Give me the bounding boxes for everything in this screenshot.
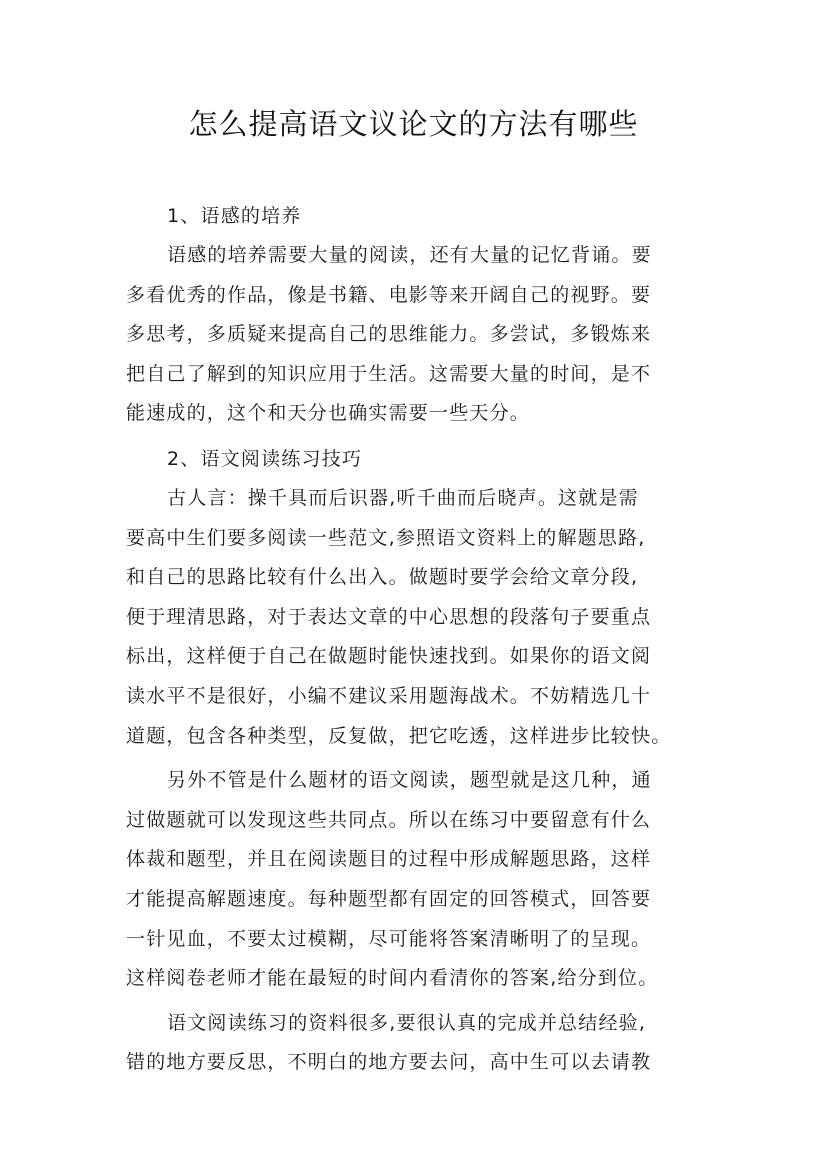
document-body bbox=[126, 196, 706, 1088]
section-heading: 1、语感的培养 bbox=[167, 205, 302, 227]
section-2 bbox=[126, 439, 706, 1083]
text-line: 标出，这样便于自己在做题时能快速找到。如果你的语文阅 bbox=[126, 645, 652, 668]
text-line: 另外不管是什么题材的语文阅读，题型就是这几种，通 bbox=[167, 769, 652, 792]
document-title: 怎么提高语文议论文的方法有哪些 bbox=[188, 107, 639, 141]
paragraph bbox=[126, 761, 706, 999]
text-line: 古人言：操千具而后识器,听千曲而后晓声。这就是需 bbox=[167, 486, 639, 509]
text-line: 才能提高解题速度。每种题型都有固定的回答模式，回答要 bbox=[126, 887, 652, 910]
text-line: 错的地方要反思，不明白的地方要去问，高中生可以去请教 bbox=[126, 1051, 652, 1074]
paragraph bbox=[126, 479, 706, 756]
text-line: 和自己的思路比较有什么出入。做题时要学会给文章分段, bbox=[126, 566, 639, 589]
text-line: 一针见血，不要太过模糊，尽可能将答案清晰明了的呈现。 bbox=[126, 927, 652, 950]
text-line: 多看优秀的作品，像是书籍、电影等来开阔自己的视野。要 bbox=[126, 283, 652, 306]
text-line: 读水平不是很好，小编不建议采用题海战术。不妨精选几十 bbox=[126, 684, 652, 707]
text-line: 把自己了解到的知识应用于生活。这需要大量的时间，是不 bbox=[126, 362, 652, 385]
text-line: 多思考，多质疑来提高自己的思维能力。多尝试，多锻炼来 bbox=[126, 323, 652, 346]
text-line: 道题，包含各种类型，反复做，把它吃透，这样进步比较快。 bbox=[126, 724, 672, 747]
text-line: 便于理清思路，对于表达文章的中心思想的段落句子要重点 bbox=[126, 605, 652, 628]
text-line: 能速成的，这个和天分也确实需要一些天分。 bbox=[126, 402, 531, 425]
text-line: 过做题就可以发现这些共同点。所以在练习中要留意有什么 bbox=[126, 808, 652, 831]
paragraph bbox=[126, 236, 706, 434]
text-line: 语感的培养需要大量的阅读，还有大量的记忆背诵。要 bbox=[167, 244, 652, 266]
text-line: 体裁和题型，并且在阅读题目的过程中形成解题思路，这样 bbox=[126, 848, 652, 871]
text-line: 要高中生们要多阅读一些范文,参照语文资料上的解题思路, bbox=[126, 526, 646, 549]
section-1 bbox=[126, 196, 706, 434]
paragraph bbox=[126, 1004, 706, 1083]
section-heading: 2、语文阅读练习技巧 bbox=[167, 447, 363, 470]
text-line: 语文阅读练习的资料很多,要很认真的完成并总结经验, bbox=[167, 1011, 647, 1034]
text-line: 这样阅卷老师才能在最短的时间内看清你的答案,给分到位。 bbox=[126, 967, 659, 990]
